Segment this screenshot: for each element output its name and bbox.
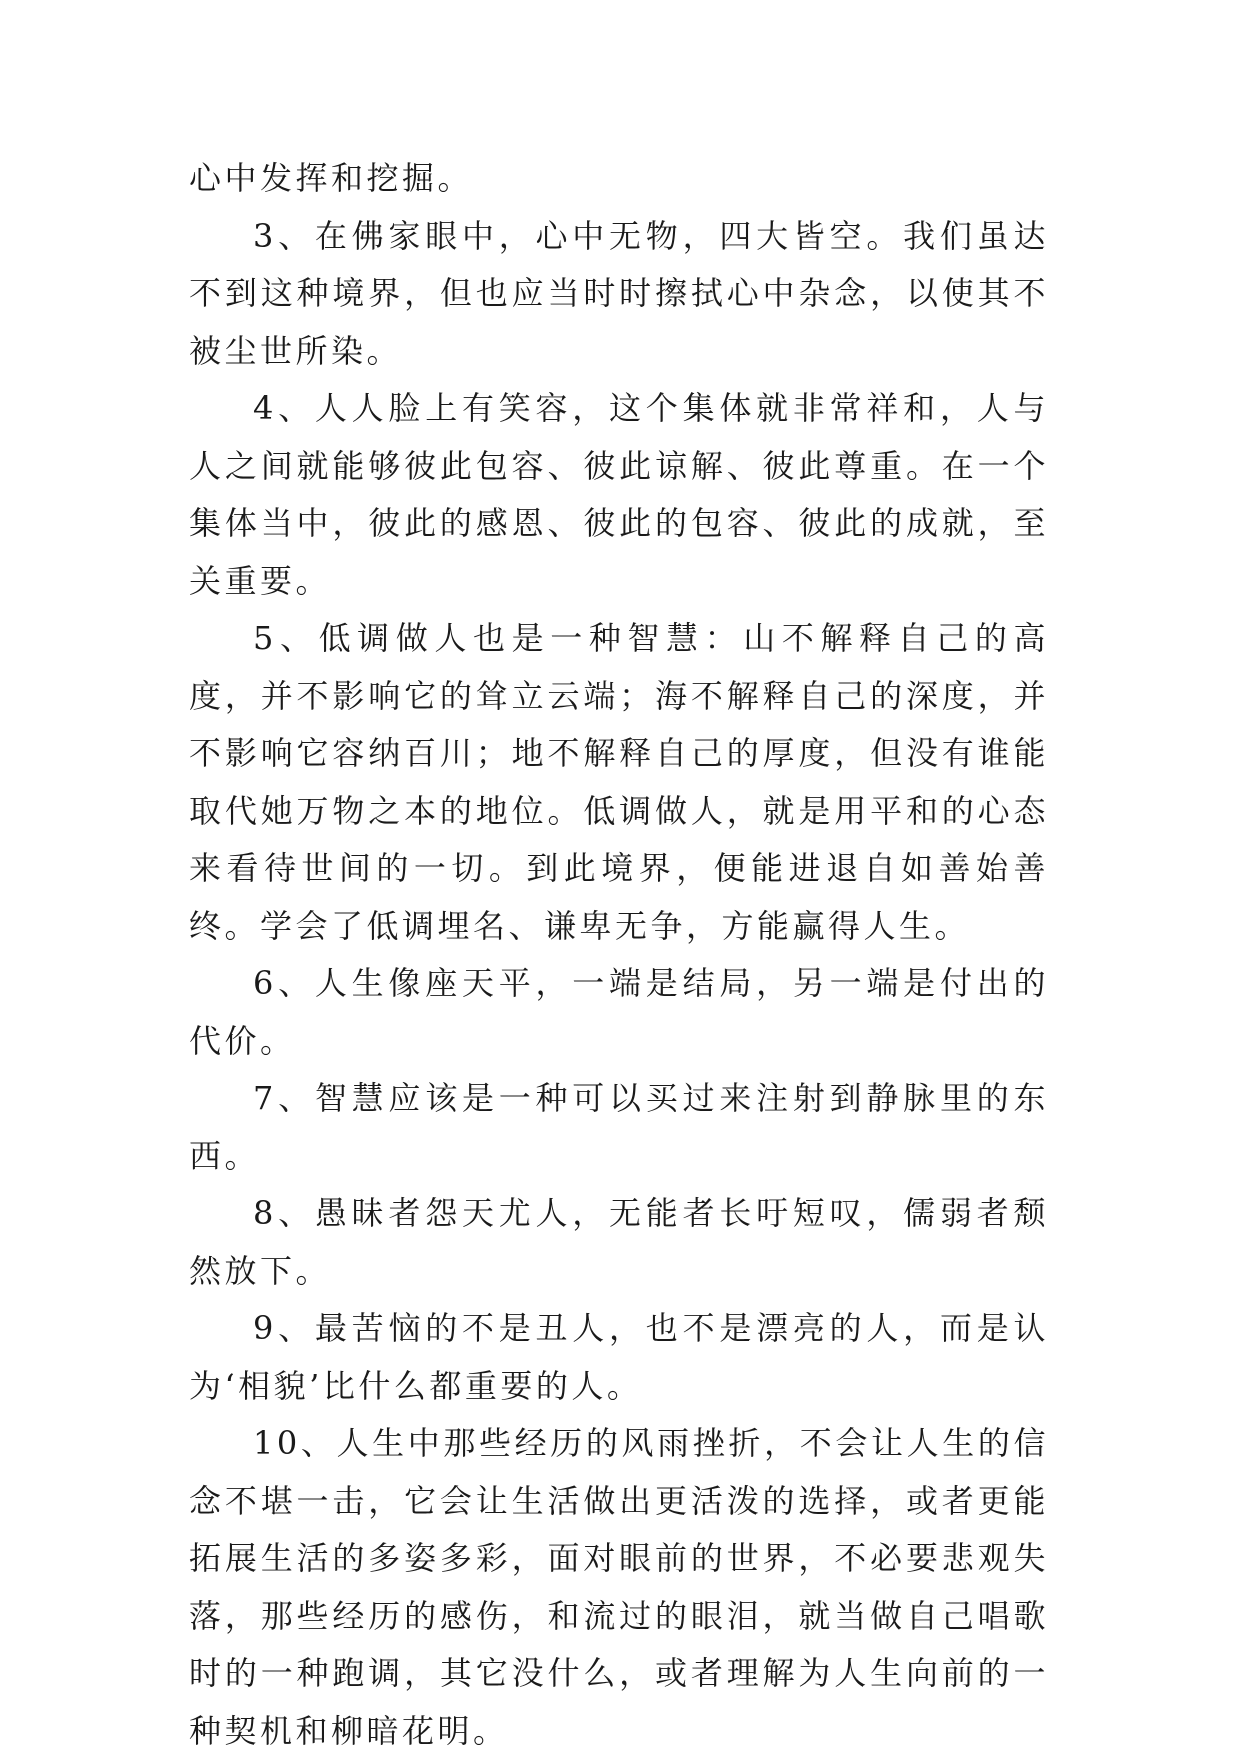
document-body [189,150,1049,1760]
paragraph-7: 7、智慧应该是一种可以买过来注射到静脉里的东西。 [189,1079,1049,1175]
paragraph-3: 3、在佛家眼中，心中无物，四大皆空。我们虽达不到这种境界，但也应当时时擦拭心中杂念，以使其不被尘世所染。 [189,216,1049,370]
paragraph-8: 8、愚昧者怨天尤人，无能者长吁短叹，儒弱者颓然放下。 [189,1194,1049,1290]
paragraph-9: 9、最苦恼的不是丑人，也不是漂亮的人，而是认为‘相貌’比什么都重要的人。 [189,1309,1049,1405]
paragraph-10: 10、人生中那些经历的风雨挫折，不会让人生的信念不堪一击，它会让生活做出更活泼的选择，或者更能拓展生活的多姿多彩，面对眼前的世界，不必要悲观失落，那些经历的感伤，和流过的眼泪，就当做自己唱歌时的一种跑调，其它没什么，或者理解为人生向前的一种契机和柳暗花明。 [189,1424,1049,1750]
paragraph-5: 5、低调做人也是一种智慧：山不解释自己的高度，并不影响它的耸立云端；海不解释自己的深度，并不影响它容纳百川；地不解释自己的厚度，但没有谁能取代她万物之本的地位。低调做人，就是用平和的心态来看待世间的一切。到此境界，便能进退自如善始善终。学会了低调埋名、谦卑无争，方能赢得人生。 [189,619,1049,945]
paragraph-4: 4、人人脸上有笑容，这个集体就非常祥和，人与人之间就能够彼此包容、彼此谅解、彼此尊重。在一个集体当中，彼此的感恩、彼此的包容、彼此的成就，至关重要。 [189,389,1049,600]
paragraph-continuation: 心中发挥和挖掘。 [189,159,474,197]
paragraph-6: 6、人生像座天平，一端是结局，另一端是付出的代价。 [189,964,1049,1060]
